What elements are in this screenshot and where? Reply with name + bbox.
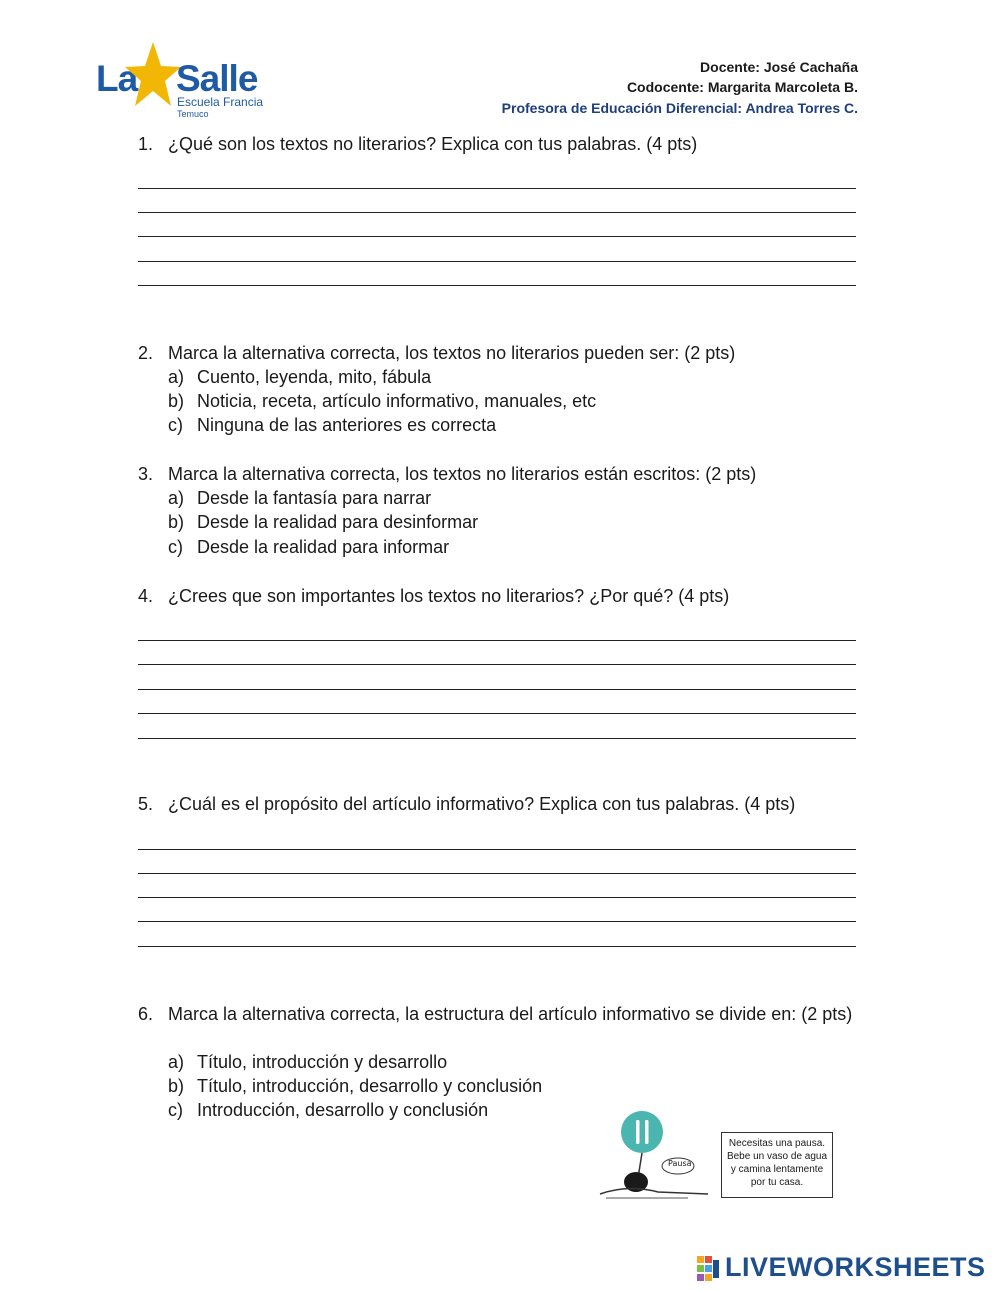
option-text: Título, introducción, desarrollo y conclusión [197,1076,543,1096]
logo-word-la: La [96,58,138,99]
answer-line[interactable] [138,849,856,850]
logo-city: Temuco [177,109,209,119]
question-text: Marca la alternativa correcta, los textos no literarios pueden ser: (2 pts) [168,343,736,363]
option-letter: c) [168,537,183,557]
answer-line[interactable] [138,897,856,898]
answer-line[interactable] [138,188,856,189]
answer-line[interactable] [138,738,856,739]
question-number: 3. [138,464,154,484]
answer-line[interactable] [138,873,856,874]
liveworksheets-logo[interactable] [697,1252,997,1286]
answer-line[interactable] [138,236,856,237]
logo-school-name: Escuela Francia [177,95,264,109]
answer-line[interactable] [138,212,856,213]
answer-line[interactable] [138,921,856,922]
pause-note-line: Bebe un vaso de agua [726,1151,828,1162]
answer-line[interactable] [138,664,856,665]
option-text: Título, introducción y desarrollo [197,1052,448,1072]
question-text: ¿Cuál es el propósito del artículo informativo? Explica con tus palabras. (4 pts) [168,794,796,814]
question-number: 4. [138,586,154,606]
star-icon [124,40,182,110]
docente-label: Docente: José Cachaña [700,59,858,75]
pause-note [721,1132,833,1198]
brand-name: LIVEWORKSHEETS [725,1252,986,1282]
option-letter: c) [168,415,183,435]
question-number: 2. [138,343,154,363]
logo-word-salle: Salle [176,58,258,99]
answer-line[interactable] [138,285,856,286]
option-text: Desde la realidad para desinformar [197,512,479,532]
pause-illustration [598,1108,718,1203]
option-letter: b) [168,512,185,532]
pause-note-line: y camina lentamente [730,1164,824,1175]
answer-line[interactable] [138,713,856,714]
option-text: Ninguna de las anteriores es correcta [197,415,497,435]
pause-note-line: Necesitas una pausa. [728,1138,826,1149]
question-text: Marca la alternativa correcta, la estructura del artículo informativo se divide en: (2 pts) [168,1004,853,1024]
question-number: 1. [138,134,154,154]
answer-line[interactable] [138,640,856,641]
option-letter: a) [168,1052,185,1072]
option-text: Noticia, receta, artículo informativo, manuales, etc [197,391,597,411]
school-logo [96,40,266,120]
option-letter: b) [168,1076,185,1096]
question-text: ¿Qué son los textos no literarios? Explica con tus palabras. (4 pts) [168,134,698,154]
profesora-label: Profesora de Educación Diferencial: Andrea Torres C. [501,100,858,116]
answer-line[interactable] [138,261,856,262]
option-letter: a) [168,367,185,387]
answer-line[interactable] [138,689,856,690]
liveworksheets-icon [697,1256,721,1282]
answer-line[interactable] [138,946,856,947]
option-text: Cuento, leyenda, mito, fábula [197,367,432,387]
pause-word: Pausa [668,1159,692,1168]
codocente-label: Codocente: Margarita Marcoleta B. [626,79,858,95]
option-letter: c) [168,1100,183,1120]
option-letter: a) [168,488,185,508]
question-number: 6. [138,1004,154,1024]
pause-note-line: por tu casa. [750,1177,804,1188]
option-letter: b) [168,391,185,411]
question-number: 5. [138,794,154,814]
question-text: ¿Crees que son importantes los textos no literarios? ¿Por qué? (4 pts) [168,586,730,606]
option-text: Desde la fantasía para narrar [197,488,432,508]
question-text: Marca la alternativa correcta, los textos no literarios están escritos: (2 pts) [168,464,757,484]
option-text: Introducción, desarrollo y conclusión [197,1100,489,1120]
pause-sign-icon [598,1108,718,1203]
option-text: Desde la realidad para informar [197,537,450,557]
